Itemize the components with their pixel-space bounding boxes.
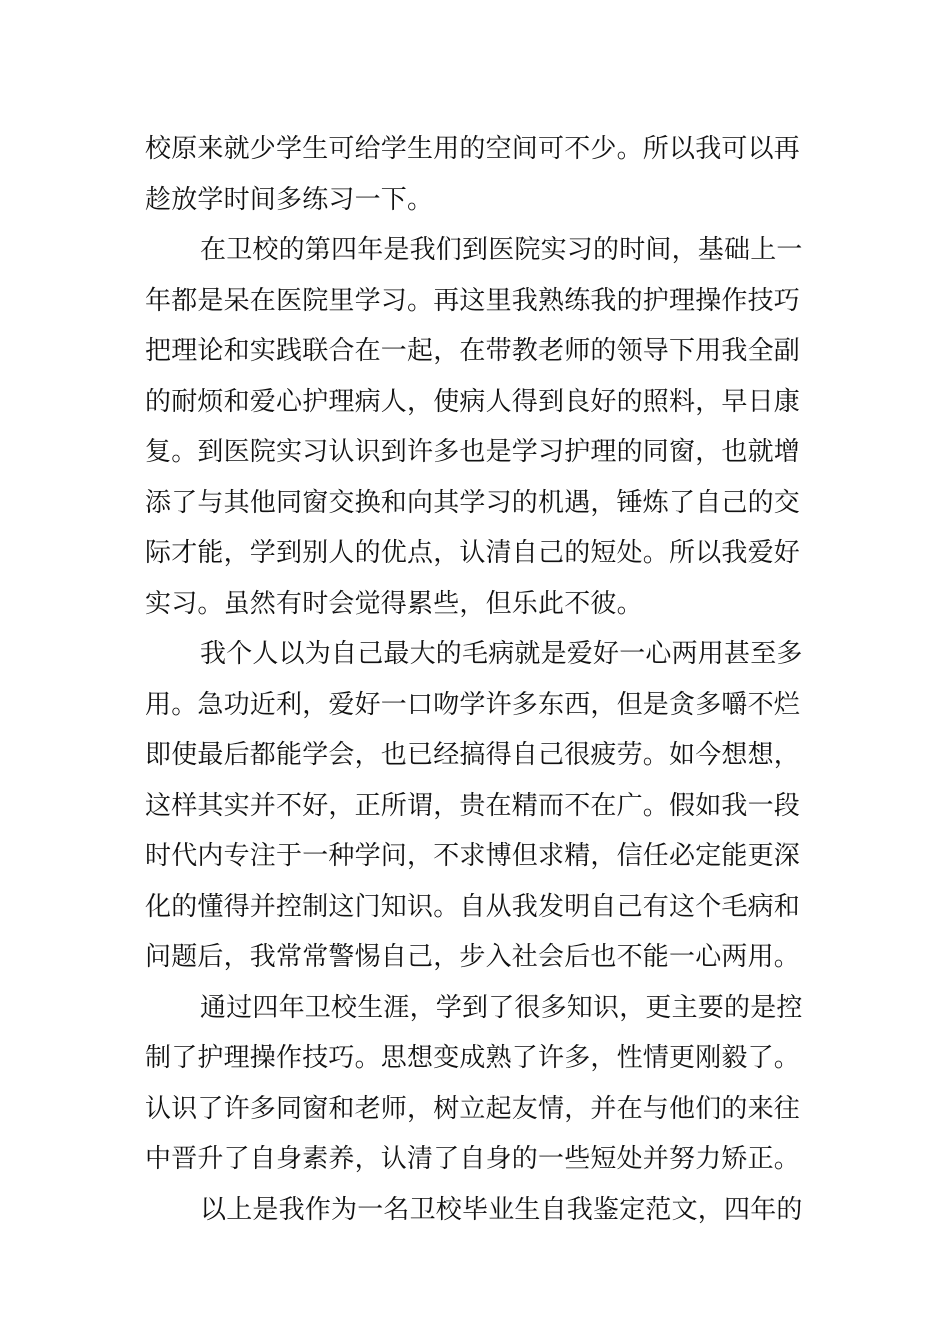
- text-line: 用。急功近利，爱好一口吻学许多东西，但是贪多嚼不烂: [145, 689, 801, 720]
- text-line: 化的懂得并控制这门知识。自从我发明自己有这个毛病和: [145, 891, 801, 922]
- text-line: 实习。虽然有时会觉得累些，但乐此不彼。: [145, 588, 643, 619]
- text-line: 时代内专注于一种学问，不求博但求精，信任必定能更深: [145, 841, 801, 871]
- document-body: [145, 124, 810, 1235]
- paragraph-first-line: 在卫校的第四年是我们到医院实习的时间，基础上一: [200, 235, 803, 265]
- text-line: 把理论和实践联合在一起，在带教老师的领导下用我全副: [145, 336, 801, 366]
- text-line: 的耐烦和爱心护理病人，使病人得到良好的照料，早日康: [145, 386, 801, 417]
- text-line: 制了护理操作技巧。思想变成熟了许多，性情更刚毅了。: [145, 1043, 801, 1073]
- text-line: 即使最后都能学会，也已经搞得自己很疲劳。如今想想，: [145, 740, 801, 770]
- text-line: 问题后，我常常警惕自己，步入社会后也不能一心两用。: [145, 942, 801, 972]
- text-line: 复。到医院实习认识到许多也是学习护理的同窗，也就增: [145, 437, 801, 467]
- text-line: 校原来就少学生可给学生用的空间可不少。所以我可以再: [145, 134, 801, 164]
- text-line: 中晋升了自身素养，认清了自身的一些短处并努力矫正。: [145, 1144, 801, 1174]
- text-line: 年都是呆在医院里学习。再这里我熟练我的护理操作技巧: [145, 285, 801, 316]
- paragraph-first-line: 通过四年卫校生涯，学到了很多知识，更主要的是控: [200, 992, 803, 1023]
- text-line: 认识了许多同窗和老师，树立起友情，并在与他们的来往: [145, 1093, 801, 1124]
- text-line: 这样其实并不好，正所谓，贵在精而不在广。假如我一段: [145, 790, 801, 821]
- paragraph-first-line: 以上是我作为一名卫校毕业生自我鉴定范文，四年的: [200, 1194, 803, 1225]
- paragraph-first-line: 我个人以为自己最大的毛病就是爱好一心两用甚至多: [200, 639, 803, 669]
- text-line: 趁放学时间多练习一下。: [145, 184, 434, 215]
- text-line: 添了与其他同窗交换和向其学习的机遇，锤炼了自己的交: [145, 487, 801, 518]
- text-line: 际才能，学到别人的优点，认清自己的短处。所以我爱好: [145, 538, 801, 568]
